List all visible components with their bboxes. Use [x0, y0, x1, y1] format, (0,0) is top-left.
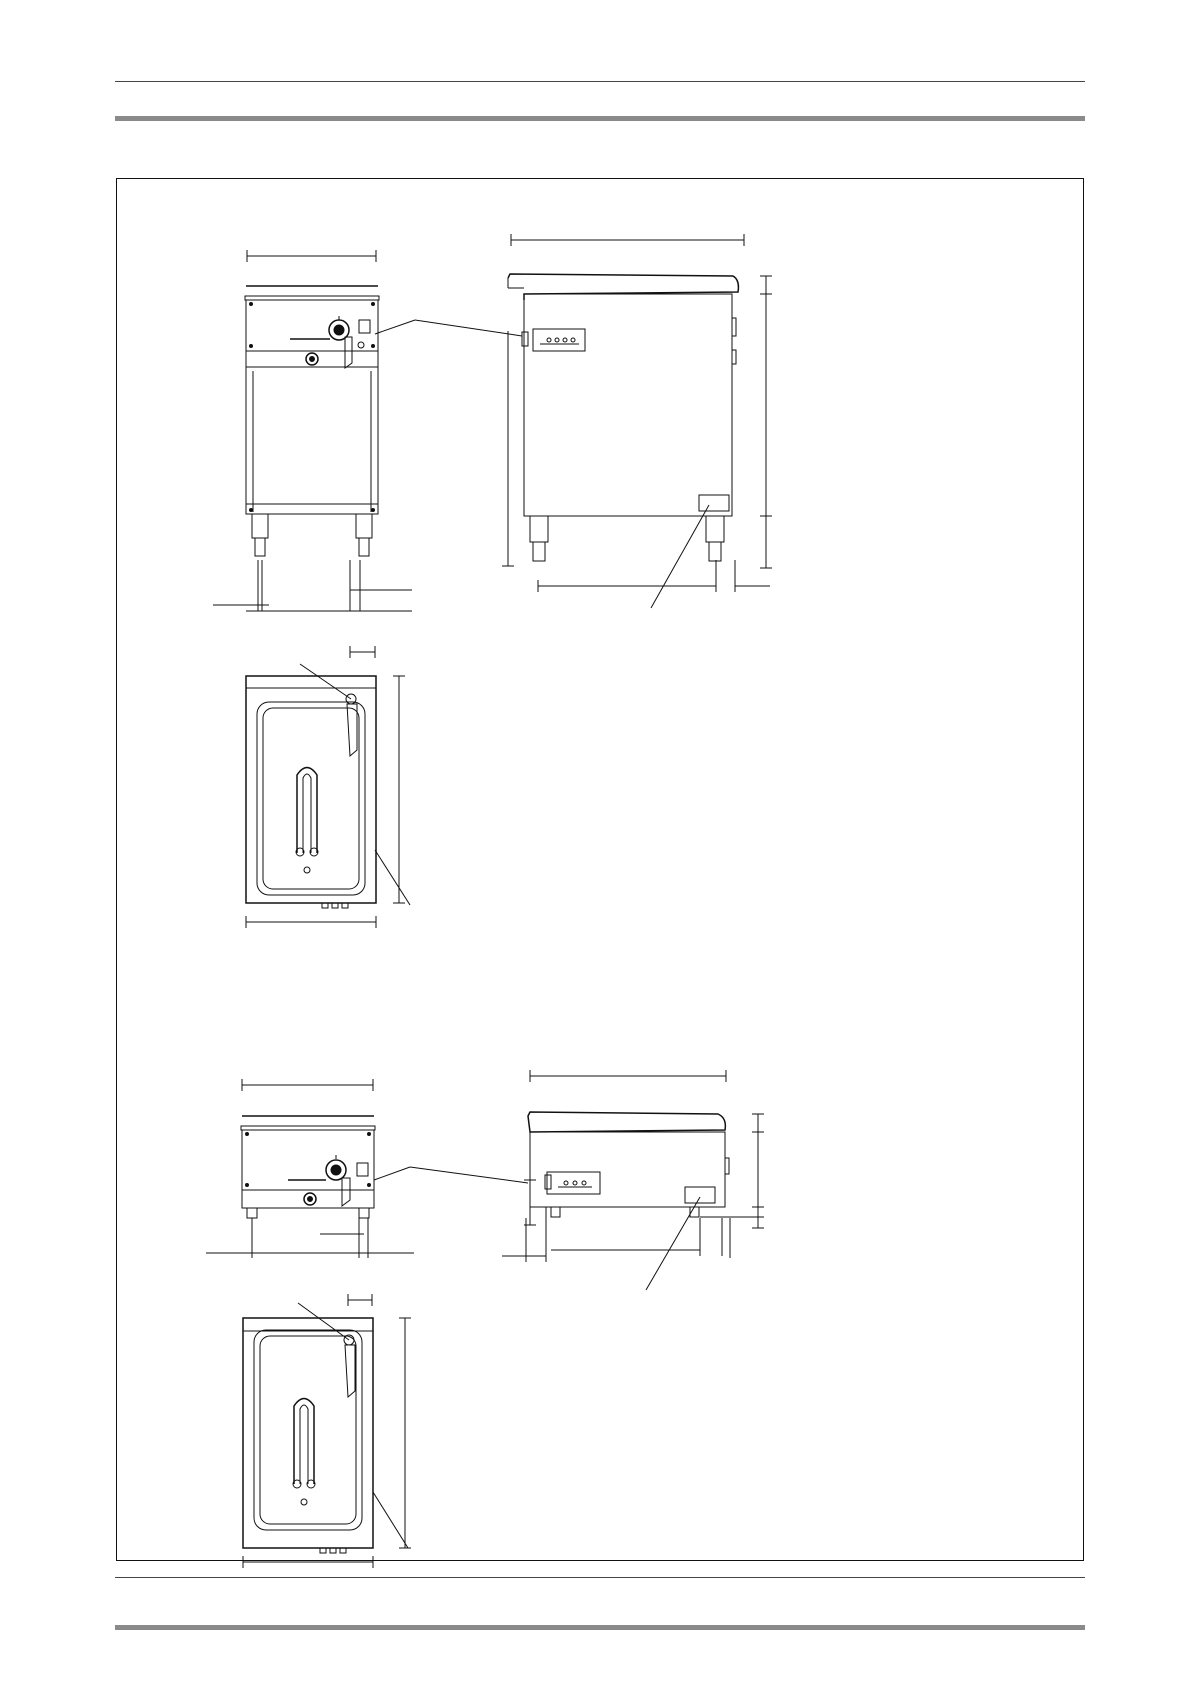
- rating-plate: [699, 495, 729, 511]
- side-view-floor-unit: [502, 234, 772, 608]
- front-view-countertop-unit: [206, 1079, 528, 1258]
- cabinet: [246, 367, 378, 514]
- side-view-countertop-unit: [502, 1070, 764, 1290]
- top-edge: [245, 296, 379, 300]
- footer-rule-thin: [115, 1577, 1085, 1578]
- rating-plate: [685, 1187, 715, 1203]
- heating-element-icon: [297, 768, 317, 854]
- top-view-countertop-unit: [243, 1294, 411, 1568]
- control-panel: [242, 1130, 374, 1190]
- indicator-lamp-icon: [359, 320, 370, 333]
- side-body: [524, 294, 732, 516]
- footer-rule-thick: [115, 1625, 1085, 1630]
- front-view-floor-unit: [213, 250, 522, 611]
- indicator-lamp-icon: [357, 1163, 368, 1176]
- top-view-floor-unit: [246, 646, 410, 928]
- heating-element-icon: [294, 1399, 314, 1485]
- side-body: [530, 1132, 725, 1207]
